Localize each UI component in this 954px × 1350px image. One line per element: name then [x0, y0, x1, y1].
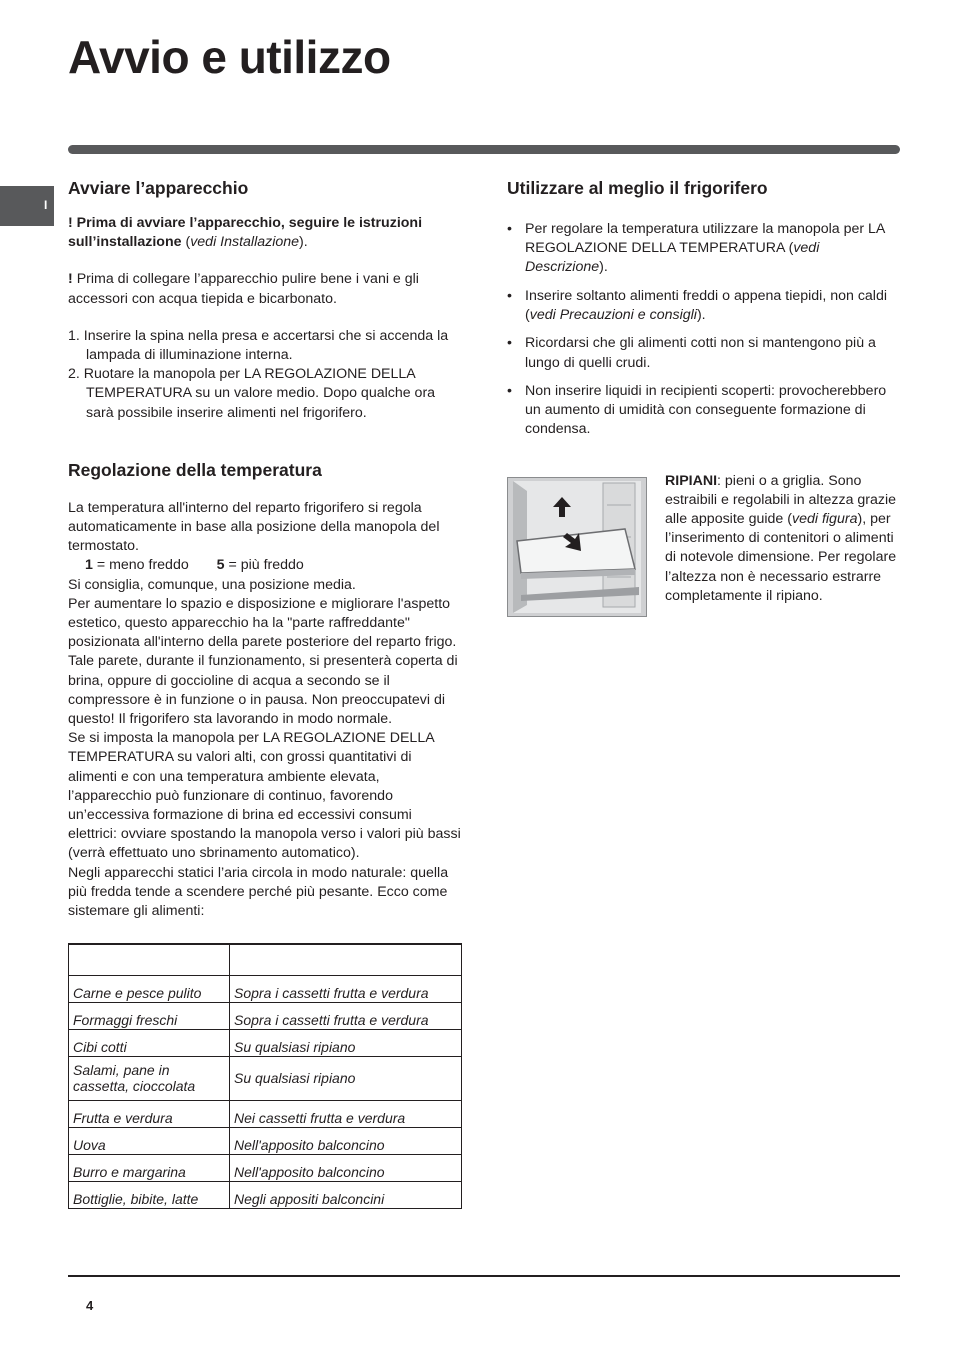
warning-installation-ref: vedi Installazione — [190, 234, 300, 251]
table-row — [69, 1182, 462, 1209]
scale-max-text: = più freddo — [228, 557, 304, 574]
right-column — [507, 176, 901, 621]
bullet: • — [507, 382, 512, 399]
table-cell-food: Carne e pesce pulito — [69, 976, 230, 1003]
scale-max-number: 5 — [216, 557, 225, 574]
shelves-block — [507, 472, 901, 606]
table-cell-place: Nei cassetti frutta e verdura — [230, 1101, 462, 1128]
warning-installation: ! Prima di avviare l’apparecchio, seguire le istruzioni sull’installazione (vedi Installazione). — [68, 215, 423, 251]
page-number: 4 — [86, 1298, 94, 1313]
table-row — [69, 1057, 462, 1101]
table-cell-food: Frutta e verdura — [69, 1101, 230, 1128]
table-cell-place: Su qualsiasi ripiano — [230, 1057, 462, 1101]
scale-min-text: = meno freddo — [96, 557, 189, 574]
table-cell-place: Nell'apposito balconcino — [230, 1155, 462, 1182]
temperature-body: Si consiglia, comunque, una posizione media. Per aumentare lo spazio e disposizione e migliorare l'aspetto estetico, questo apparecchio ha la "parte raffreddante" posizionata all'interno della parete posteriore del reparto frigo. Tale parete, durante il funzionamento, si presenterà coperta di brina, oppure di goccioline di acqua a secondo se il compressore è in funzione o in pausa. Non preoccupatevi di questo! Il frigorifero sta lavorando in modo normale. Se si imposta la manopola per LA REGOLAZIONE DELLA TEMPERATURA su valori alti, con grossi quantitativi di alimenti e con una temperatura ambiente elevata, l’apparecchio può funzionare di continuo, favorendo un’eccessiva formazione di brina ed eccessivi consumi elettrici: ovviare spostando la manopola verso i valori più bassi (verrà effettuato uno sbrinamento automatico). Negli apparecchi statici l’aria circola in modo naturale: quella più fredda tende a scendere perché più pesante. Ecco come sistemare gli alimenti: — [68, 576, 461, 920]
scale-min-number: 1 — [85, 557, 93, 574]
figure-reference: vedi figura — [792, 511, 858, 527]
list-item: • Ricordarsi che gli alimenti cotti non si mantengono più a lungo di quelli crudi. — [507, 335, 876, 371]
shelves-description: RIPIANI: pieni o a griglia. Sono estraibili e regolabili in altezza grazie alle apposite guide (vedi figura), per l’inserimento di contenitori o alimenti di notevole dimensione. Per regolare l’altezza non è necessario estrarre completamente il ripiano. — [665, 472, 897, 604]
table-header-row — [69, 944, 462, 976]
warning-installation-bold: ! Prima di avviare l’apparecchio, seguire le istruzioni sull’installazione — [68, 215, 423, 251]
section-heading-start: Avviare l’apparecchio — [68, 178, 249, 198]
left-column — [68, 176, 462, 1209]
table-cell-food: Cibi cotti — [69, 1030, 230, 1057]
warning-mark: ! — [68, 271, 73, 288]
start-step: 2. Ruotare la manopola per LA REGOLAZIONE DELLA TEMPERATURA su un valore medio. Dopo qualche ora sarà possibile inserire alimenti nel frigorifero. — [68, 366, 436, 421]
reference-link: vedi Descrizione — [525, 240, 820, 276]
table-row — [69, 1128, 462, 1155]
table-cell-place: Sopra i cassetti frutta e verdura — [230, 1003, 462, 1030]
table-cell-food: Uova — [69, 1128, 230, 1155]
bullet: • — [507, 221, 512, 237]
table-cell-place: Nell'apposito balconcino — [230, 1128, 462, 1155]
top-divider — [68, 145, 900, 154]
table-cell-food: Bottiglie, bibite, latte — [69, 1182, 230, 1209]
language-tab — [0, 186, 54, 226]
warning-cleaning — [68, 270, 462, 308]
list-item: • Non inserire liquidi in recipienti scoperti: provocherebbero un aumento di umidità con conseguente formazione di condensa. — [507, 382, 887, 438]
section-heading-temperature: Regolazione della temperatura — [68, 459, 322, 480]
warning-cleaning-text: Prima di collegare l’apparecchio pulire bene i vani e gli accessori con acqua tiepida e bicarbonato. — [68, 271, 419, 307]
food-placement-table — [68, 943, 462, 1209]
temperature-scale — [68, 556, 462, 575]
table-row — [69, 1101, 462, 1128]
temperature-intro: La temperatura all'interno del reparto frigorifero si regola automaticamente in base alla posizione della manopola del termostato. — [68, 499, 440, 555]
table-row — [69, 1030, 462, 1057]
table-cell-food: Formaggi freschi — [69, 1003, 230, 1030]
table-cell-food: Burro e margarina — [69, 1155, 230, 1182]
usage-tips-list — [507, 220, 901, 440]
language-tab-label: I — [44, 198, 48, 212]
table-cell-place: Sopra i cassetti frutta e verdura — [230, 976, 462, 1003]
shelves-label: RIPIANI — [665, 472, 718, 489]
start-steps — [68, 327, 462, 423]
table-cell-food: Salami, pane in cassetta, cioccolata — [69, 1057, 230, 1101]
bottom-divider — [68, 1275, 900, 1277]
bullet: • — [507, 335, 512, 352]
list-item: • Per regolare la temperatura utilizzare la manopola per LA REGOLAZIONE DELLA TEMPERATURA (vedi Descrizione). — [507, 221, 885, 276]
table-row — [69, 976, 462, 1003]
shelf-adjust-illustration-icon — [507, 477, 647, 617]
start-step: 1. Inserire la spina nella presa e accertarsi che si accenda la lampada di illuminazione interna. — [68, 327, 449, 364]
reference-link: vedi Precauzioni e consigli — [529, 307, 697, 323]
list-item: • Inserire soltanto alimenti freddi o appena tiepidi, non caldi (vedi Precauzioni e consigli). — [507, 287, 888, 323]
table-row — [69, 1003, 462, 1030]
bullet: • — [507, 287, 512, 304]
table-row — [69, 1155, 462, 1182]
section-heading-usage: Utilizzare al meglio il frigorifero — [507, 178, 768, 198]
table-cell-place: Negli appositi balconcini — [230, 1182, 462, 1209]
table-cell-place: Su qualsiasi ripiano — [230, 1030, 462, 1057]
page-title: Avvio e utilizzo — [68, 31, 391, 83]
